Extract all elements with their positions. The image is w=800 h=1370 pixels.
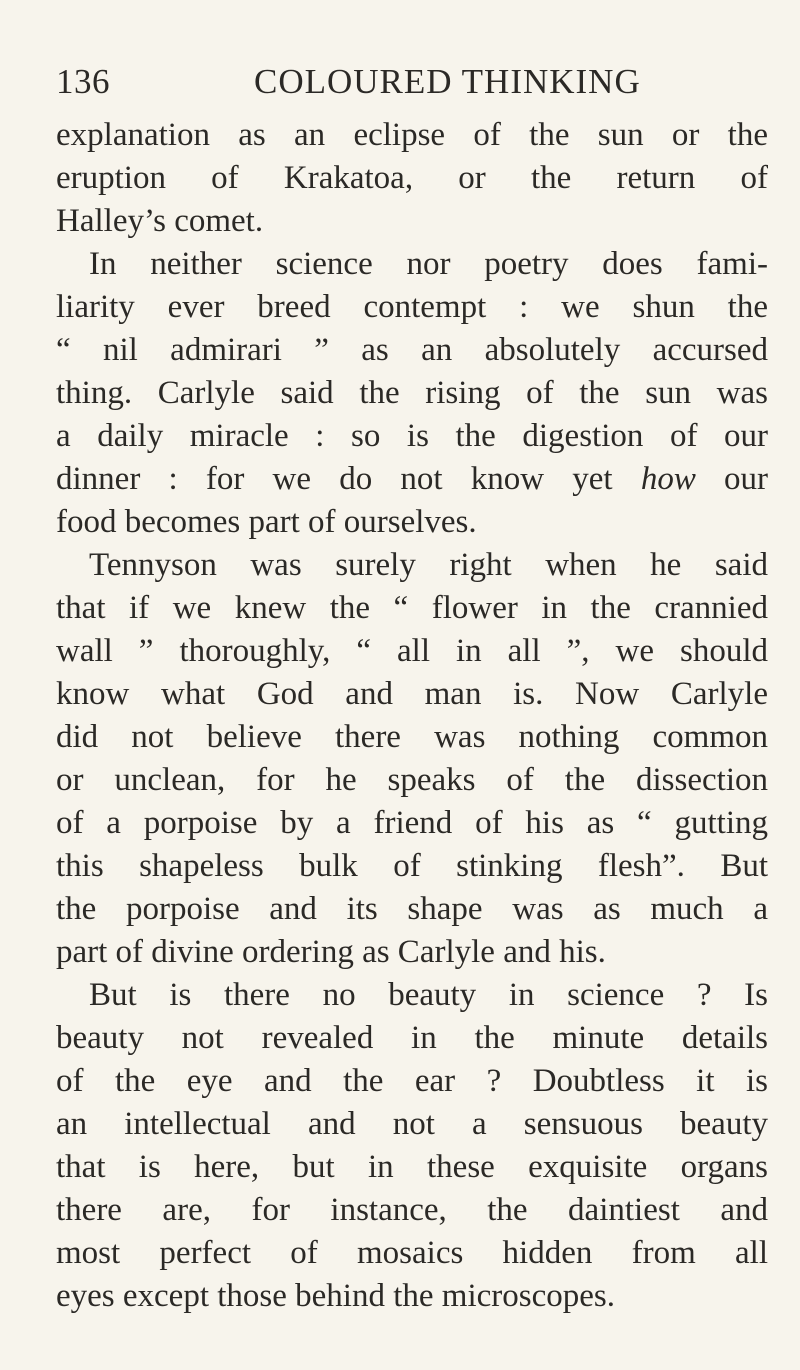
line-text: did not believe there was nothing common <box>56 719 768 755</box>
text-line <box>56 1189 768 1232</box>
text-line <box>56 759 768 802</box>
line-text: part of divine ordering as Carlyle and his. <box>56 934 606 970</box>
line-text: But is there no beauty in science ? Is <box>89 977 768 1013</box>
text-line <box>56 845 768 888</box>
text-line <box>56 974 768 1017</box>
line-text: this shapeless bulk of stinking flesh”. But <box>56 848 768 884</box>
text-line <box>56 931 768 974</box>
page-number: 136 <box>56 62 110 101</box>
line-text: liarity ever breed contempt : we shun the <box>56 289 768 325</box>
line-text: explanation as an eclipse of the sun or the <box>56 117 768 153</box>
line-text: that if we knew the “ flower in the crannied <box>56 590 768 626</box>
running-head <box>56 60 768 104</box>
line-text: “ nil admirari ” as an absolutely accursed <box>56 332 768 368</box>
italic-word: how <box>640 461 696 497</box>
line-text: In neither science nor poetry does fami- <box>89 246 768 282</box>
text-line <box>56 587 768 630</box>
text-line <box>56 458 768 501</box>
line-text: of a porpoise by a friend of his as “ gutting <box>56 805 768 841</box>
line-text: dinner : for we do not know yet <box>56 461 613 497</box>
text-line <box>56 501 768 544</box>
text-line <box>56 372 768 415</box>
line-text: the porpoise and its shape was as much a <box>56 891 768 927</box>
text-line <box>56 114 768 157</box>
line-text: an intellectual and not a sensuous beauty <box>56 1106 768 1142</box>
text-line <box>56 1232 768 1275</box>
text-line <box>56 1017 768 1060</box>
text-line <box>56 1275 768 1318</box>
line-text: most perfect of mosaics hidden from all <box>56 1235 768 1271</box>
text-line <box>56 716 768 759</box>
text-line <box>56 1146 768 1189</box>
running-title: COLOURED THINKING <box>254 62 641 101</box>
text-line <box>56 286 768 329</box>
body-text <box>56 114 768 1318</box>
text-line <box>56 329 768 372</box>
text-line <box>56 1060 768 1103</box>
line-text: eyes except those behind the microscopes. <box>56 1278 615 1314</box>
line-text: Tennyson was surely right when he said <box>89 547 768 583</box>
text-line <box>56 415 768 458</box>
text-line <box>56 200 768 243</box>
line-text: beauty not revealed in the minute details <box>56 1020 768 1056</box>
line-text: or unclean, for he speaks of the dissection <box>56 762 768 798</box>
text-line <box>56 802 768 845</box>
line-text: a daily miracle : so is the digestion of our <box>56 418 768 454</box>
line-text: that is here, but in these exquisite organs <box>56 1149 768 1185</box>
line-text: there are, for instance, the daintiest and <box>56 1192 768 1228</box>
line-text: Halley’s comet. <box>56 203 264 239</box>
line-text-after: our <box>724 461 769 497</box>
line-text: know what God and man is. Now Carlyle <box>56 676 768 712</box>
text-line <box>56 1103 768 1146</box>
text-line <box>56 888 768 931</box>
line-text: wall ” thoroughly, “ all in all ”, we should <box>56 633 768 669</box>
text-line <box>56 243 768 286</box>
line-text: food becomes part of ourselves. <box>56 504 477 540</box>
text-line <box>56 544 768 587</box>
line-text: of the eye and the ear ? Doubtless it is <box>56 1063 768 1099</box>
text-line <box>56 630 768 673</box>
book-page <box>56 60 768 1318</box>
text-line <box>56 673 768 716</box>
text-line <box>56 157 768 200</box>
line-text: eruption of Krakatoa, or the return of <box>56 160 768 196</box>
line-text: thing. Carlyle said the rising of the sun was <box>56 375 768 411</box>
